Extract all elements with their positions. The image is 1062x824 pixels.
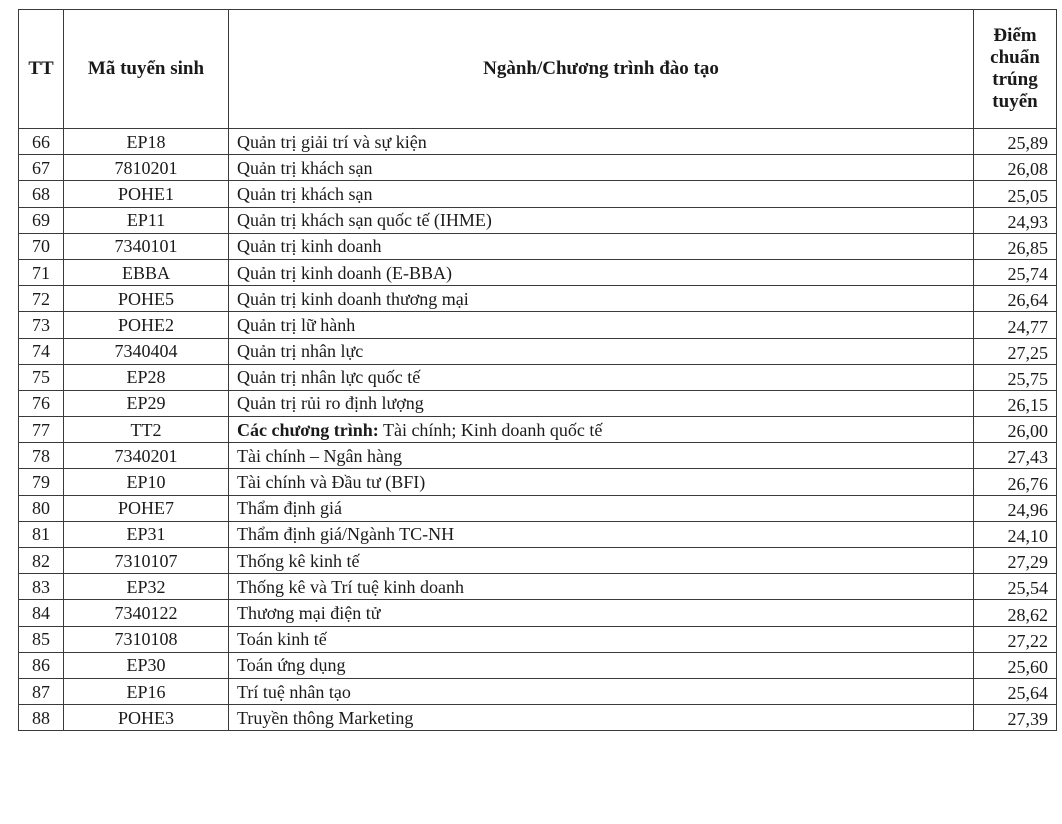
- table-row: [19, 207, 1057, 233]
- cutoff-score: 26,15: [974, 390, 1057, 416]
- program-name: [229, 652, 974, 678]
- program-label: Truyền thông Marketing: [237, 707, 414, 728]
- admission-code: EP18: [64, 129, 229, 155]
- program-label: Thương mại điện tử: [237, 602, 381, 623]
- row-number: 72: [19, 286, 64, 312]
- cutoff-score: 25,60: [974, 652, 1057, 678]
- program-label: Quản trị nhân lực: [237, 341, 364, 362]
- program-name: [229, 181, 974, 207]
- admission-code: POHE5: [64, 286, 229, 312]
- admission-code: 7310108: [64, 626, 229, 652]
- admission-code: POHE3: [64, 705, 229, 731]
- program-label: Tài chính; Kinh doanh quốc tế: [378, 419, 603, 440]
- admission-code: EP10: [64, 469, 229, 495]
- program-label: Thống kê và Trí tuệ kinh doanh: [237, 576, 464, 597]
- program-name: [229, 364, 974, 390]
- cutoff-score: 25,74: [974, 259, 1057, 285]
- program-name: [229, 705, 974, 731]
- program-name: [229, 390, 974, 416]
- table-row: [19, 233, 1057, 259]
- program-label: Thẩm định giá: [237, 498, 342, 519]
- table-row: [19, 286, 1057, 312]
- cutoff-score: 26,08: [974, 155, 1057, 181]
- program-label: Tài chính và Đầu tư (BFI): [237, 472, 426, 493]
- admission-score-table: [18, 9, 1057, 731]
- row-number: 73: [19, 312, 64, 338]
- row-number: 80: [19, 495, 64, 521]
- table-row: [19, 678, 1057, 704]
- admission-code: EP28: [64, 364, 229, 390]
- program-label: Tài chính – Ngân hàng: [237, 445, 402, 466]
- table-row: [19, 155, 1057, 181]
- table-row: [19, 259, 1057, 285]
- admission-code: EBBA: [64, 259, 229, 285]
- cutoff-score: 27,22: [974, 626, 1057, 652]
- admission-code: 7340404: [64, 338, 229, 364]
- table-row: [19, 521, 1057, 547]
- row-number: 81: [19, 521, 64, 547]
- program-name: [229, 207, 974, 233]
- table-row: [19, 181, 1057, 207]
- cutoff-score: 24,77: [974, 312, 1057, 338]
- admission-code: POHE7: [64, 495, 229, 521]
- cutoff-score: 26,76: [974, 469, 1057, 495]
- cutoff-score: 24,96: [974, 495, 1057, 521]
- row-number: 87: [19, 678, 64, 704]
- header-code: Mã tuyển sinh: [64, 10, 229, 129]
- header-score: Điểm chuẩn trúng tuyển: [974, 10, 1057, 129]
- program-name: [229, 574, 974, 600]
- cutoff-score: 28,62: [974, 600, 1057, 626]
- program-name: [229, 286, 974, 312]
- program-label: Thống kê kinh tế: [237, 550, 360, 571]
- row-number: 68: [19, 181, 64, 207]
- table-row: [19, 443, 1057, 469]
- admission-code: EP32: [64, 574, 229, 600]
- cutoff-score: 25,54: [974, 574, 1057, 600]
- table-row: [19, 548, 1057, 574]
- admission-code: EP29: [64, 390, 229, 416]
- cutoff-score: 27,29: [974, 548, 1057, 574]
- row-number: 75: [19, 364, 64, 390]
- admission-code: 7340122: [64, 600, 229, 626]
- cutoff-score: 25,05: [974, 181, 1057, 207]
- row-number: 74: [19, 338, 64, 364]
- table-row: [19, 626, 1057, 652]
- program-label: Quản trị khách sạn quốc tế (IHME): [237, 210, 492, 231]
- program-label: Quản trị khách sạn: [237, 183, 373, 204]
- table-header-row: [19, 10, 1057, 129]
- program-label: Quản trị giải trí và sự kiện: [237, 131, 427, 152]
- program-name: [229, 521, 974, 547]
- program-label: Quản trị kinh doanh thương mại: [237, 288, 469, 309]
- admission-code: EP31: [64, 521, 229, 547]
- admission-code: 7810201: [64, 155, 229, 181]
- program-name: [229, 548, 974, 574]
- program-label: Quản trị kinh doanh (E-BBA): [237, 262, 452, 283]
- program-label: Quản trị kinh doanh: [237, 236, 382, 257]
- admission-code: TT2: [64, 417, 229, 443]
- table-row: [19, 390, 1057, 416]
- admission-code: EP16: [64, 678, 229, 704]
- row-number: 77: [19, 417, 64, 443]
- program-prefix: Các chương trình:: [237, 419, 379, 440]
- table-row: [19, 652, 1057, 678]
- cutoff-score: 24,10: [974, 521, 1057, 547]
- admission-code: 7340101: [64, 233, 229, 259]
- program-label: Toán ứng dụng: [237, 655, 346, 676]
- program-name: [229, 678, 974, 704]
- row-number: 82: [19, 548, 64, 574]
- header-tt: TT: [19, 10, 64, 129]
- row-number: 78: [19, 443, 64, 469]
- table-row: [19, 129, 1057, 155]
- cutoff-score: 25,89: [974, 129, 1057, 155]
- table-row: [19, 574, 1057, 600]
- program-name: [229, 155, 974, 181]
- row-number: 85: [19, 626, 64, 652]
- row-number: 69: [19, 207, 64, 233]
- table-row: [19, 338, 1057, 364]
- table-row: [19, 705, 1057, 731]
- program-name: [229, 259, 974, 285]
- row-number: 66: [19, 129, 64, 155]
- cutoff-score: 24,93: [974, 207, 1057, 233]
- program-name: [229, 495, 974, 521]
- row-number: 83: [19, 574, 64, 600]
- cutoff-score: 26,64: [974, 286, 1057, 312]
- table-row: [19, 417, 1057, 443]
- program-label: Trí tuệ nhân tạo: [237, 681, 351, 702]
- table-row: [19, 495, 1057, 521]
- admission-code: POHE1: [64, 181, 229, 207]
- program-label: Quản trị khách sạn: [237, 157, 373, 178]
- table-row: [19, 364, 1057, 390]
- admission-code: 7310107: [64, 548, 229, 574]
- admission-code: 7340201: [64, 443, 229, 469]
- table-row: [19, 469, 1057, 495]
- program-label: Quản trị lữ hành: [237, 314, 356, 335]
- program-label: Toán kinh tế: [237, 629, 327, 650]
- admission-code: EP11: [64, 207, 229, 233]
- program-name: [229, 312, 974, 338]
- table-row: [19, 312, 1057, 338]
- table-body: [19, 129, 1057, 731]
- program-name: [229, 233, 974, 259]
- row-number: 79: [19, 469, 64, 495]
- row-number: 71: [19, 259, 64, 285]
- cutoff-score: 25,64: [974, 678, 1057, 704]
- admission-code: POHE2: [64, 312, 229, 338]
- cutoff-score: 27,43: [974, 443, 1057, 469]
- admission-code: EP30: [64, 652, 229, 678]
- row-number: 88: [19, 705, 64, 731]
- program-label: Thẩm định giá/Ngành TC-NH: [237, 524, 455, 545]
- program-label: Quản trị rủi ro định lượng: [237, 393, 424, 414]
- row-number: 67: [19, 155, 64, 181]
- header-program: Ngành/Chương trình đào tạo: [229, 10, 974, 129]
- cutoff-score: 26,85: [974, 233, 1057, 259]
- program-name: [229, 417, 974, 443]
- program-name: [229, 469, 974, 495]
- document-page: [18, 9, 1056, 731]
- program-name: [229, 338, 974, 364]
- cutoff-score: 26,00: [974, 417, 1057, 443]
- cutoff-score: 27,39: [974, 705, 1057, 731]
- program-name: [229, 600, 974, 626]
- row-number: 76: [19, 390, 64, 416]
- program-name: [229, 129, 974, 155]
- program-name: [229, 626, 974, 652]
- program-label: Quản trị nhân lực quốc tế: [237, 367, 421, 388]
- row-number: 86: [19, 652, 64, 678]
- table-row: [19, 600, 1057, 626]
- program-name: [229, 443, 974, 469]
- row-number: 70: [19, 233, 64, 259]
- cutoff-score: 25,75: [974, 364, 1057, 390]
- row-number: 84: [19, 600, 64, 626]
- cutoff-score: 27,25: [974, 338, 1057, 364]
